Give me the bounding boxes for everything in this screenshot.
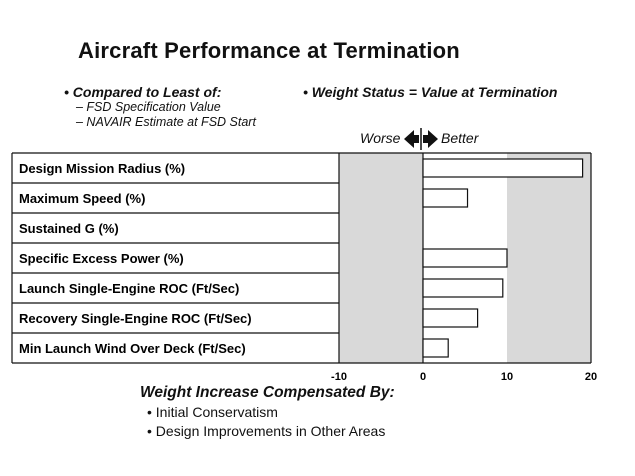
row-label: Launch Single-Engine ROC (Ft/Sec) (19, 281, 240, 296)
bar (423, 249, 507, 267)
footer-title: Weight Increase Compensated By: (140, 384, 395, 401)
bar (423, 339, 448, 357)
comparison-heading: • Compared to Least of: (64, 84, 222, 100)
better-label: Better (441, 130, 479, 146)
bar (423, 189, 468, 207)
bar (423, 309, 478, 327)
bar (423, 159, 583, 177)
worse-region (339, 153, 423, 363)
row-label: Recovery Single-Engine ROC (Ft/Sec) (19, 311, 252, 326)
row-label: Specific Excess Power (%) (19, 251, 184, 266)
x-tick-label: 10 (500, 371, 514, 383)
x-tick-label: -10 (331, 371, 347, 383)
row-label: Min Launch Wind Over Deck (Ft/Sec) (19, 341, 246, 356)
x-tick-label: 0 (419, 371, 427, 383)
row-label: Design Mission Radius (%) (19, 161, 186, 176)
footer-list (147, 403, 385, 441)
chart-title: Aircraft Performance at Termination (78, 38, 460, 63)
footer-item: • Initial Conservatism (147, 403, 385, 422)
weight-status-heading: • Weight Status = Value at Termination (303, 84, 558, 100)
comparison-item: – NAVAIR Estimate at FSD Start (76, 115, 256, 129)
footer-item: • Design Improvements in Other Areas (147, 422, 385, 441)
exceeds-region (507, 153, 591, 363)
row-label: Sustained G (%) (19, 221, 119, 236)
row-label: Maximum Speed (%) (19, 191, 146, 206)
comparison-item: – FSD Specification Value (76, 100, 221, 114)
bar (423, 279, 503, 297)
worse-label: Worse (360, 130, 401, 146)
x-tick-label: 20 (584, 371, 598, 383)
